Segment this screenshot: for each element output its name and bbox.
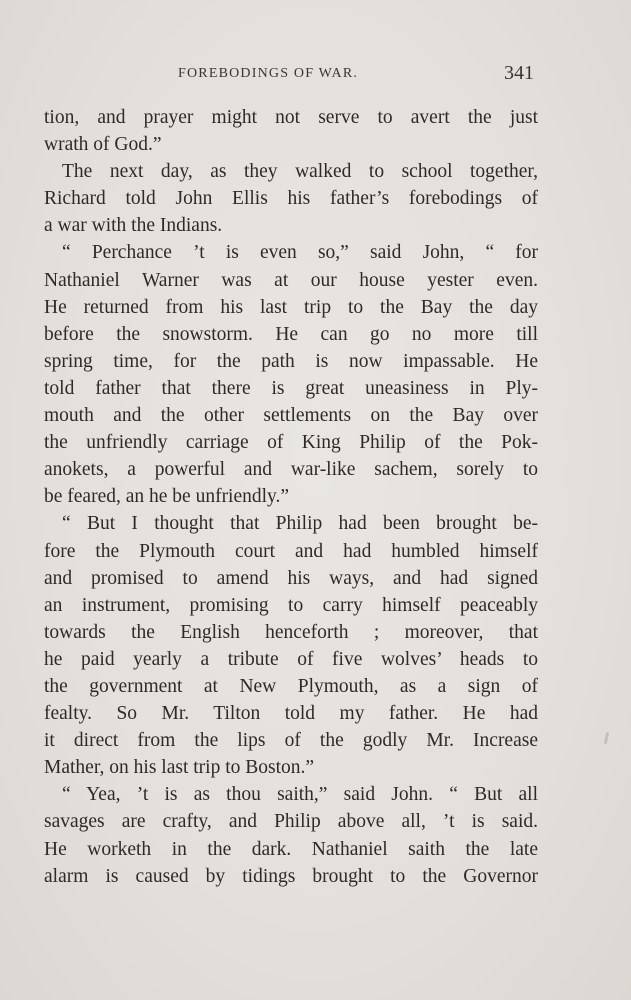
text-line: fore the Plymouth court and had humbled himself (44, 540, 538, 562)
text-line: Mather, on his last trip to Boston.” (44, 757, 315, 779)
text-line: tion, and prayer might not serve to avert the just (44, 107, 538, 128)
chapter-title: FOREBODINGS OF WAR. (178, 66, 359, 81)
text-line: towards the English henceforth ; moreover, that (44, 621, 538, 643)
text-line: Richard told John Ellis his father’s forebodings of (44, 188, 538, 210)
text-line: an instrument, promising to carry himself peaceably (44, 594, 538, 616)
text-line: it direct from the lips of the godly Mr. Increase (44, 730, 538, 752)
paper-blemish (604, 732, 609, 744)
text-line: alarm is caused by tidings brought to the Governor (44, 865, 538, 887)
text-line: anokets, a powerful and war-like sachem, sorely to (44, 459, 538, 481)
text-line: the unfriendly carriage of King Philip of the Pok- (44, 432, 538, 454)
text-line: wrath of God.” (44, 134, 162, 156)
text-line: “ Perchance ’t is even so,” said John, “ for (62, 242, 538, 264)
text-line: fealty. So Mr. Tilton told my father. He had (44, 703, 538, 725)
body-text (44, 104, 538, 890)
text-line: a war with the Indians. (44, 215, 223, 237)
text-line: he paid yearly a tribute of five wolves’ heads to (44, 648, 538, 670)
text-line: told father that there is great uneasiness in Ply- (44, 377, 538, 399)
text-line: The next day, as they walked to school together, (62, 161, 538, 183)
text-line: savages are crafty, and Philip above all, ’t is said. (44, 811, 538, 833)
text-line: “ But I thought that Philip had been brought be- (62, 513, 538, 535)
text-line: He returned from his last trip to the Bay the day (44, 296, 538, 318)
text-line: spring time, for the path is now impassable. He (44, 350, 538, 372)
text-line: “ Yea, ’t is as thou saith,” said John. “ But all (62, 784, 538, 806)
text-line: He worketh in the dark. Nathaniel saith the late (44, 838, 538, 860)
text-line: be feared, an he be unfriendly.” (44, 486, 290, 508)
text-line: the government at New Plymouth, as a sign of (44, 675, 538, 697)
text-line: mouth and the other settlements on the Bay over (44, 405, 538, 427)
text-line: before the snowstorm. He can go no more till (44, 323, 538, 345)
page-number: 341 (504, 62, 534, 84)
text-line: Nathaniel Warner was at our house yester even. (44, 269, 538, 291)
text-line: and promised to amend his ways, and had signed (44, 567, 538, 589)
running-head (44, 62, 536, 86)
